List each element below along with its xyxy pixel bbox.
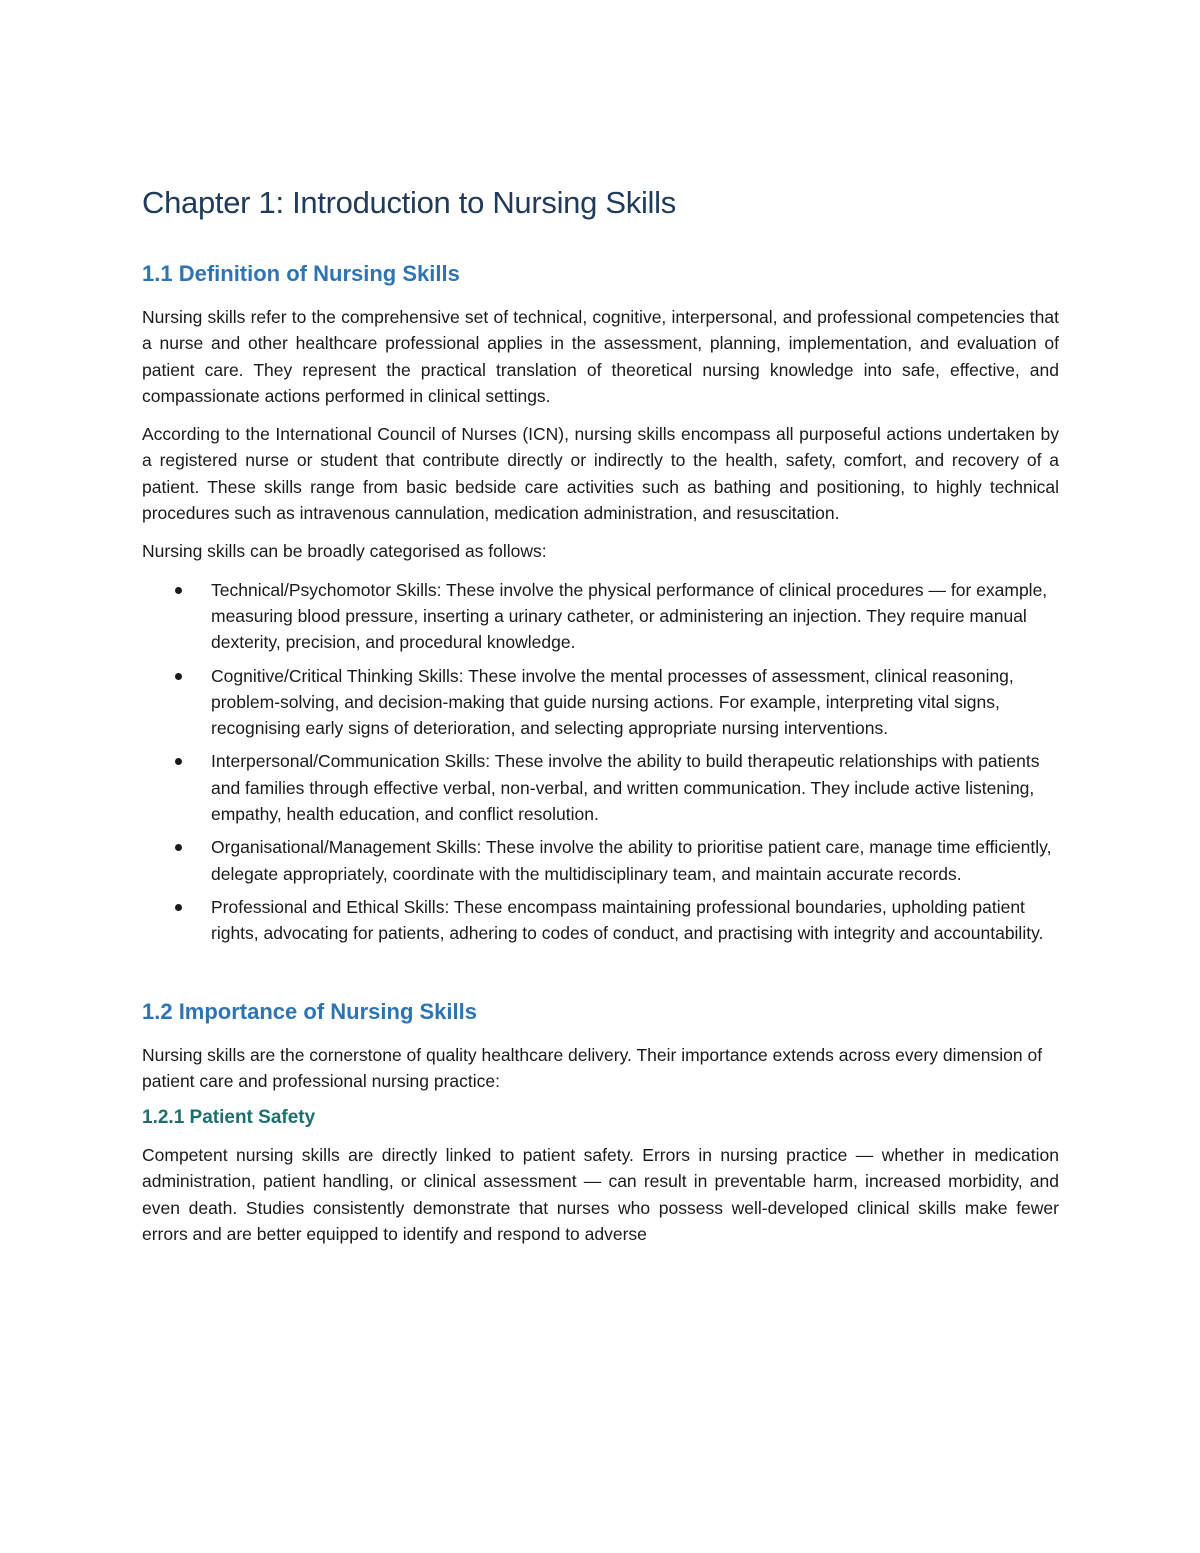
list-item bbox=[211, 748, 1059, 827]
list-item bbox=[211, 894, 1059, 947]
paragraph-categories-intro: Nursing skills can be broadly categorised as follows: bbox=[142, 541, 547, 562]
bullet-icon bbox=[175, 587, 182, 594]
bullet-icon bbox=[175, 758, 182, 765]
list-item-text: Interpersonal/Communication Skills: These involve the ability to build therapeutic relationships with patients and families through effective verbal, non-verbal, and written communication. They include active listening, empathy, health education, and conflict resolution. bbox=[211, 751, 1040, 825]
section-heading-definition: 1.1 Definition of Nursing Skills bbox=[142, 261, 460, 286]
list-item bbox=[211, 663, 1059, 742]
bullet-icon bbox=[175, 673, 182, 680]
bullet-icon bbox=[175, 844, 182, 851]
list-item-text: Organisational/Management Skills: These involve the ability to prioritise patient care, manage time efficiently, delegate appropriately, coordinate with the multidisciplinary team, and maintain accurate records. bbox=[211, 837, 1052, 884]
section-heading-importance: 1.2 Importance of Nursing Skills bbox=[142, 998, 477, 1024]
list-item bbox=[211, 577, 1059, 656]
bullet-icon bbox=[175, 904, 182, 911]
skill-categories-list bbox=[142, 577, 1059, 947]
paragraph-importance-intro: Nursing skills are the cornerstone of quality healthcare delivery. Their importance extends across every dimension of patient care and professional nursing practice: bbox=[142, 1044, 1043, 1091]
list-item-text: Cognitive/Critical Thinking Skills: These involve the mental processes of assessment, clinical reasoning, problem-solving, and decision-making that guide nursing actions. For example, interpreting vital signs, recognising early signs of deterioration, and selecting appropriate nursing interventions. bbox=[211, 665, 1014, 739]
list-item-text: Technical/Psychomotor Skills: These involve the physical performance of clinical procedures — for example, measuring blood pressure, inserting a urinary catheter, or administering an injection. They require manual dexterity, precision, and procedural knowledge. bbox=[211, 579, 1048, 653]
paragraph-icn: According to the International Council of Nurses (ICN), nursing skills encompass all purposeful actions undertaken by a registered nurse or student that contribute directly or indirectly to the health, safety, comfort, and recovery of a patient. These skills range from basic bedside care activities such as bathing and positioning, to highly technical procedures such as intravenous cannulation, medication administration, and resuscitation. bbox=[142, 424, 1059, 524]
list-item bbox=[211, 834, 1059, 887]
paragraph-definition: Nursing skills refer to the comprehensive set of technical, cognitive, interpersonal, and professional competencies that a nurse and other healthcare professional applies in the assessment, planning, implementation, and evaluation of patient care. They represent the practical translation of theoretical nursing knowledge into safe, effective, and compassionate actions performed in clinical settings. bbox=[142, 307, 1059, 406]
paragraph-patient-safety: Competent nursing skills are directly linked to patient safety. Errors in nursing practice — whether in medication administration, patient handling, or clinical assessment — can result in preventable harm, increased morbidity, and even death. Studies consistently demonstrate that nurses who possess well-developed clinical skills make fewer errors and are better equipped to identify and respond to adverse bbox=[142, 1145, 1059, 1245]
chapter-title: Chapter 1: Introduction to Nursing Skills bbox=[142, 185, 676, 220]
list-item-text: Professional and Ethical Skills: These encompass maintaining professional boundaries, upholding patient rights, advocating for patients, adhering to codes of conduct, and practising with integrity and accountability. bbox=[211, 896, 1044, 944]
subsection-heading-patient-safety: 1.2.1 Patient Safety bbox=[142, 1107, 316, 1129]
